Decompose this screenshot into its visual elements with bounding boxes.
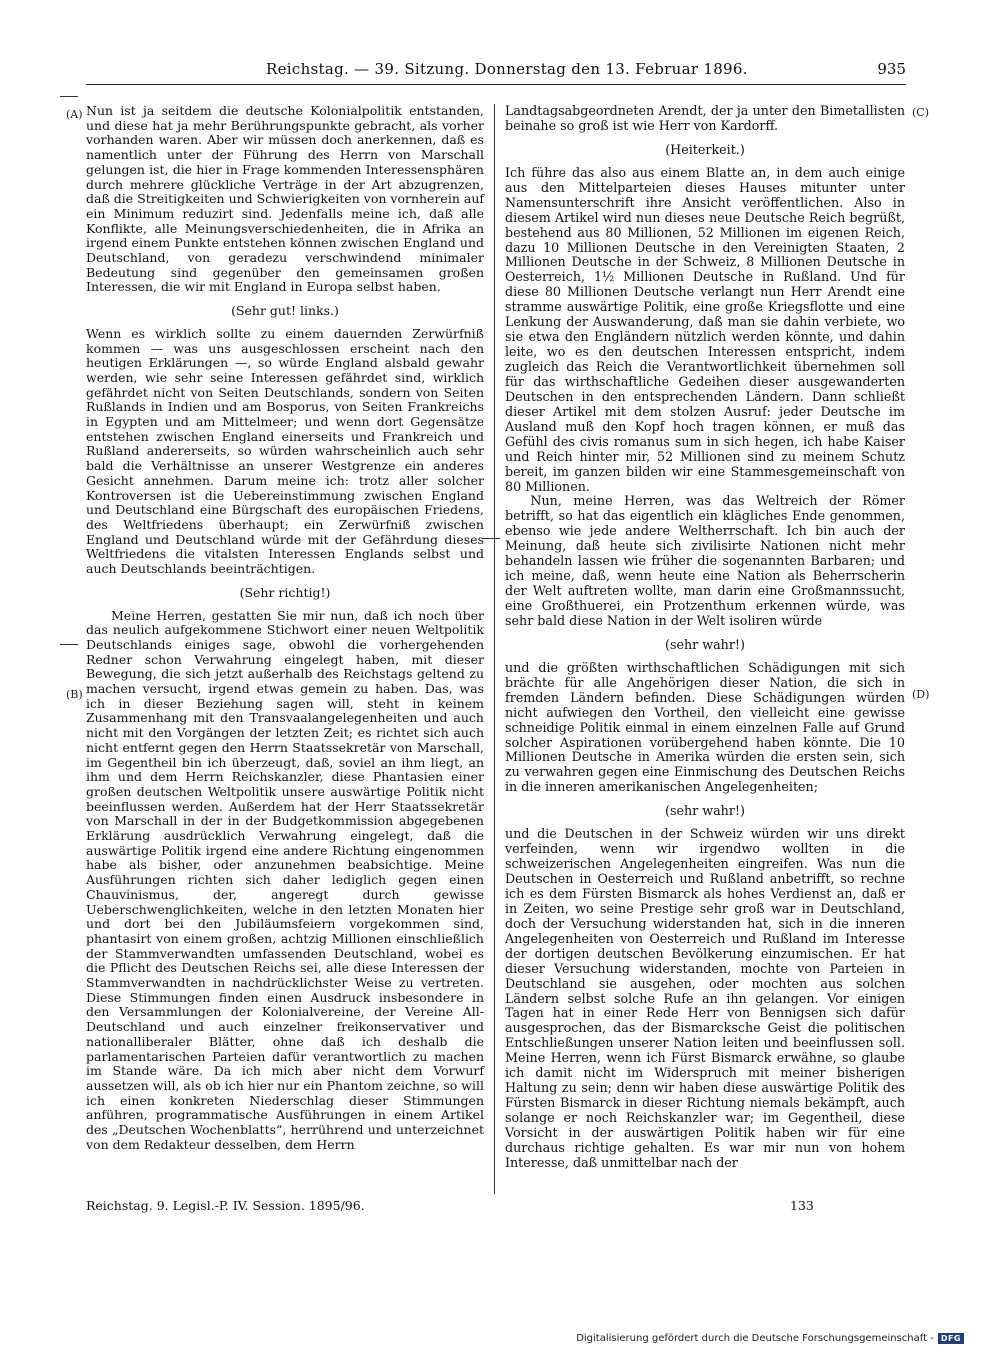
interjection: (Sehr gut! links.) [231, 303, 339, 319]
interjection: (sehr wahr!) [665, 636, 745, 652]
paragraph: und die größten wirthschaftlichen Schädigungen mit sich brächte für alle Angehörigen dieser Nation, die sich in fremden Ländern befinden. Diese Schädigungen würden nicht aufwiegen den Vortheil, den vielleicht eine gewisse schneidige Politik einmal in einem einzelnen Falle auf Grund solcher Aspirationen vorübergehend haben könnte. Die 10 Millionen Deutsche in Amerika würden die ersten sein, sich zu verwahren gegen eine Einmischung des Deutschen Reichs in die inneren amerikanischen Angelegenheiten; [505, 659, 905, 795]
digitization-credit [576, 1333, 964, 1344]
right-column [505, 104, 905, 1171]
margin-mark-a: (A) [66, 108, 83, 121]
page-number: 935 [877, 60, 906, 78]
interjection: (Heiterkeit.) [665, 141, 745, 157]
paragraph: und die Deutschen in der Schweiz würden wir uns direkt verfeinden, wenn wir irgendwo wollten in die schweizerischen Angelegenheiten eingreifen. Was nun die Deutschen in Oesterreich und Rußland anbetrifft, so rechne ich es dem Fürsten Bismarck als hohes Verdienst an, daß er in Zeiten, wo seine Prestige sehr groß war in Deutschland, doch der Versuchung widerstanden hat, sich in die inneren Angelegenheiten von Oesterreich und Rußland im Interesse der dortigen deutschen Bevölkerung einzumischen. Er hat dieser Versuchung widerstanden, mochte von Parteien in Deutschland sie ausgehen, oder mochten aus solchen Ländern selbst solche Rufe an ihn gelangen. Vor einigen Tagen hat in einer Rede Herr von Bennigsen sich dafür ausgesprochen, das der Bismarcksche Geist die politischen Entschließungen unserer Nation leiten und beeinflussen soll. Meine Herren, wenn ich Fürst Bismarck erwähne, so glaube ich damit nicht im Widerspruch mit meiner bisherigen Haltung zu sein; denn wir haben diese auswärtige Politik des Fürsten Bismarck in dieser Richtung niemals bekämpft, auch solange er noch Reichskanzler war; im Gegentheil, diese Vorsicht in der auswärtigen Politik haben wir für eine durchaus richtige gehalten. Es war mir nun von hohem Interesse, daß unmittelbar nach der [505, 826, 905, 1170]
margin-tick [60, 644, 78, 645]
paragraph: Nun, meine Herren, was das Weltreich der Römer betrifft, so hat das eigentlich ein klägliches Ende genommen, ebenso wie jede andere Weltherrschaft. Ich bin auch der Meinung, daß heute sich zivilisirte Nationen nicht mehr behandeln lassen wie früher die sogenannten Barbaren; und ich meine, daß, wenn heute eine Nation als Beherrscherin der Welt auftreten wollte, man darin eine Großmannssucht, eine Großthuerei, ein Protzenthum erkennen würde, was sehr bald diese Nation in der Welt isoliren würde [505, 493, 905, 628]
dfg-logo: DFG [938, 1333, 964, 1344]
footer-session-line: Reichstag. 9. Legisl.-P. IV. Session. 1895/96. [86, 1198, 365, 1213]
margin-mark-c: (C) [912, 106, 929, 119]
paragraph: Landtagsabgeordneten Arendt, der ja unter den Bimetallisten beinahe so groß ist wie Herr von Kardorff. [505, 103, 905, 133]
interjection: (Sehr richtig!) [239, 584, 331, 600]
paragraph: Meine Herren, gestatten Sie mir nun, daß ich noch über das neulich aufgekommene Stichwort einer neuen Weltpolitik Deutschlands einiges sage, obwohl die vorhergehenden Redner schon Verwahrung eingelegt haben, mit dieser Bewegung, die sich jetzt außerhalb des Reichstags geltend zu machen versucht, irgend etwas gemein zu haben. Das, was ich in dieser Beziehung sagen will, steht in keinem Zusammenhang mit den Transvaalangelegenheiten und auch nicht mit den Vorgängen der letzten Zeit; es richtet sich auch nicht entfernt gegen den Herrn Staatssekretär von Marschall, im Gegentheil bin ich überzeugt, daß, soviel an ihm liegt, an ihm und dem Herrn Reichskanzler, diese Phantasien einer großen deutschen Weltpolitik unsere auswärtige Politik nicht beeinflussen werden. Außerdem hat der Herr Staatssekretär von Marschall in der in der Budgetkommission abgegebenen Erklärung ausdrücklich Verwahrung eingelegt, daß die auswärtige Politik irgend eine andere Richtung eingenommen habe als bisher, oder anzunehmen beabsichtige. Meine Ausführungen richten sich daher lediglich gegen einen Chauvinismus, der, angeregt durch gewisse Ueberschwenglichkeiten, welche in den letzten Monaten hier und dort bei den Jubiläumsfeiern vorgekommen sind, phantasirt von einem großen, achtzig Millionen einschließlich der Stammverwandten umfassenden Deutschland, wobei es die Pflicht des Deutschen Reichs sei, alle diese Interessen der Stammverwandten in nachdrücklichster Weise zu vertreten. Diese Stimmungen finden einen Ausdruck insbesondere in den Versammlungen der Kolonialvereine, der Vereine All-Deutschland und auch einzelner freikonservativer und nationalliberaler Blätter, ohne daß ich deshalb die parlamentarischen Parteien dafür verantwortlich zu machen im Stande wäre. Da ich mich aber nicht dem Vorwurf aussetzen will, als ob ich hier nur ein Phantom zeichne, so will ich einen konkreten Niederschlag dieser Stimmungen anführen, programmatische Ausführungen in einem Artikel des „Deutschen Wochenblatts“, herrührend und unterzeichnet von dem Redakteur desselben, dem Herrn [86, 607, 484, 1152]
column-divider [494, 104, 495, 1194]
credit-text: Digitalisierung gefördert durch die Deutsche Forschungsgemeinschaft - [576, 1333, 934, 1344]
paragraph: Wenn es wirklich sollte zu einem dauernden Zerwürfniß kommen — was uns ausgeschlossen erscheint nach den heutigen Erklärungen —, so würde England alsbald gewahr werden, wie sehr seine Interessen gefährdet sind, wirklich gefährdet nicht von Seiten Deutschlands, sondern von Seiten Rußlands in Indien und am Bosporus, von Seiten Frankreichs in Egypten und am Mittelmeer; und wenn dort Gegensätze entstehen zwischen England einerseits und Frankreich und Rußland andererseits, so würden wahrscheinlich auch sehr bald die Verhältnisse an unserer Westgrenze ein anderes Gesicht annehmen. Darum meine ich: trotz aller solcher Kontroversen ist die Uebereinstimmung zwischen England und Deutschland eine Bürgschaft des europäischen Friedens, des Weltfriedens überhaupt; ein Zerwürfniß zwischen England und Deutschland würde mit der Gefährdung dieses Weltfriedens die vitalsten Interessen Englands selbst und auch Deutschlands beeinträchtigen. [86, 325, 484, 577]
page-header [86, 60, 906, 85]
footer-sheet-number: 133 [790, 1198, 814, 1213]
margin-tick [60, 96, 78, 97]
paragraph: Ich führe das also aus einem Blatte an, in dem auch einige aus den Mittelparteien dieses Hauses mitunter unter Namensunterschrift ihre Ansicht veröffentlichen. Also in diesem Artikel wird nun dieses neue Deutsche Reich begrüßt, bestehend aus 80 Millionen, 52 Millionen im eigenen Reich, dazu 10 Millionen Deutsche in den Vereinigten Staaten, 2 Millionen Deutsche in der Schweiz, 8 Millionen Deutsche in Oesterreich, 1½ Millionen Deutsche in Rußland. Und für diese 80 Millionen Deutsche verlangt nun Herr Arendt eine stramme auswärtige Politik, eine große Kriegsflotte und eine Lenkung der Auswanderung, daß man sie dahin verbiete, wo sie etwa den Engländern nützlich werden könnte, und dahin leite, wo es den deutschen Interessen entspricht, indem zugleich das Reich die Verantwortlichkeit übernehmen soll für das wirthschaftliche Gedeihen dieser ausgewanderten Deutschen in den entsprechenden Ländern. Dann schließt dieser Artikel mit dem stolzen Ausruf: jeder Deutsche im Ausland muß den Kopf hoch tragen können, er muß das Gefühl des civis romanus sum in sich hegen, ich habe Kaiser und Reich hinter mir, 52 Millionen sind zu meinem Schutz bereit, im ganzen bilden wir eine Stammesgemeinschaft von 80 Millionen. [505, 164, 905, 494]
margin-mark-d: (D) [912, 688, 930, 701]
interjection: (sehr wahr!) [665, 803, 745, 819]
margin-mark-b: (B) [66, 688, 83, 701]
margin-tick [482, 538, 500, 539]
left-column [86, 104, 484, 1153]
header-title: Reichstag. — 39. Sitzung. Donnerstag den 13. Februar 1896. [266, 60, 748, 78]
paragraph: Nun ist ja seitdem die deutsche Kolonialpolitik entstanden, und diese hat ja mehr Berührungspunkte gebracht, als vorher vorhanden waren. Aber wir müssen doch anerkennen, daß es namentlich unter der Führung des Herrn von Marschall gelungen ist, die hier in Frage kommenden Interessensphären durch mehrere glückliche Verträge in der Art abzugrenzen, daß die Streitigkeiten und Schwierigkeiten von vornherein auf ein Minimum reduzirt sind. Jedenfalls meine ich, daß alle Konflikte, alle Meinungsverschiedenheiten, die in Afrika an irgend einem Punkte entstehen können zwischen England und Deutschland, von geradezu verschwindend minimaler Bedeutung sind gegenüber den gemeinsamen großen Interessen, die wir mit England in Europa selbst haben. [86, 103, 484, 295]
